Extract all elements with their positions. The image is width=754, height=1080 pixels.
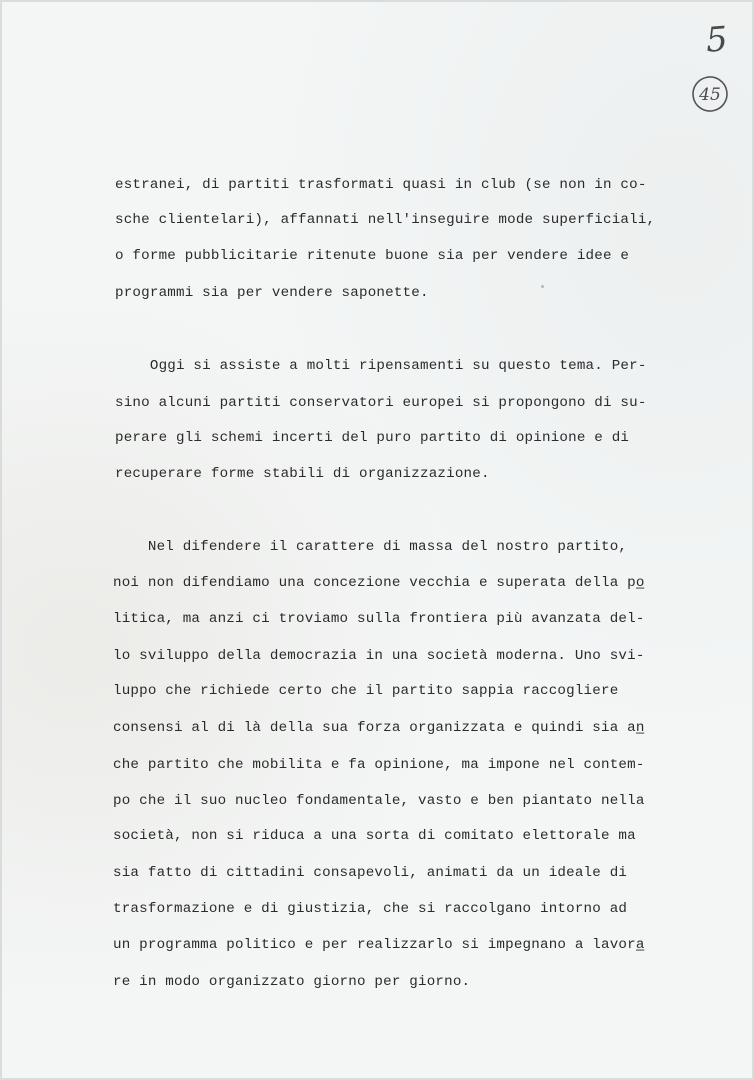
text-line: lo sviluppo della democrazia in una società moderna. Uno svi- bbox=[113, 648, 645, 664]
text-line: luppo che richiede certo che il partito sappia raccogliere bbox=[113, 683, 619, 699]
paper-speck bbox=[541, 285, 544, 288]
text-line: sino alcuni partiti conservatori europei si propongono di su- bbox=[115, 395, 647, 411]
text-line: sche clientelari), affannati nell'inseguire mode superficiali, bbox=[115, 212, 656, 228]
text-line: che partito che mobilita e fa opinione, ma impone nel contem- bbox=[113, 757, 645, 773]
text-line: sia fatto di cittadini consapevoli, animati da un ideale di bbox=[113, 865, 628, 881]
text-line: consensi al di là della sua forza organizzata e quindi sia an̲ bbox=[113, 720, 645, 736]
text-line: programmi sia per vendere saponette. bbox=[115, 285, 429, 301]
handwritten-page-number: 5 bbox=[704, 19, 730, 61]
text-line: litica, ma anzi ci troviamo sulla frontiera più avanzata del- bbox=[113, 611, 645, 627]
circled-number-text: 45 bbox=[699, 85, 721, 105]
text-line: perare gli schemi incerti del puro partito di opinione e di bbox=[115, 430, 630, 446]
circled-number-stamp bbox=[690, 74, 730, 114]
text-line: po che il suo nucleo fondamentale, vasto e ben piantato nella bbox=[113, 793, 645, 809]
text-line: Nel difendere il carattere di massa del nostro partito, bbox=[113, 539, 628, 555]
text-line: Oggi si assiste a molti ripensamenti su questo tema. Per- bbox=[115, 358, 647, 374]
text-line: trasformazione e di giustizia, che si raccolgano intorno ad bbox=[113, 901, 628, 917]
text-line: noi non difendiamo una concezione vecchia e superata della po̲ bbox=[113, 575, 645, 591]
text-line: re in modo organizzato giorno per giorno. bbox=[113, 974, 471, 990]
text-line: o forme pubblicitarie ritenute buone sia per vendere idee e bbox=[115, 248, 630, 264]
text-line: recuperare forme stabili di organizzazione. bbox=[115, 466, 490, 482]
text-line: estranei, di partiti trasformati quasi in club (se non in co- bbox=[115, 177, 647, 193]
text-line: un programma politico e per realizzarlo si impegnano a lavora̲ bbox=[113, 937, 645, 953]
text-line: società, non si riduca a una sorta di comitato elettorale ma bbox=[113, 828, 636, 844]
